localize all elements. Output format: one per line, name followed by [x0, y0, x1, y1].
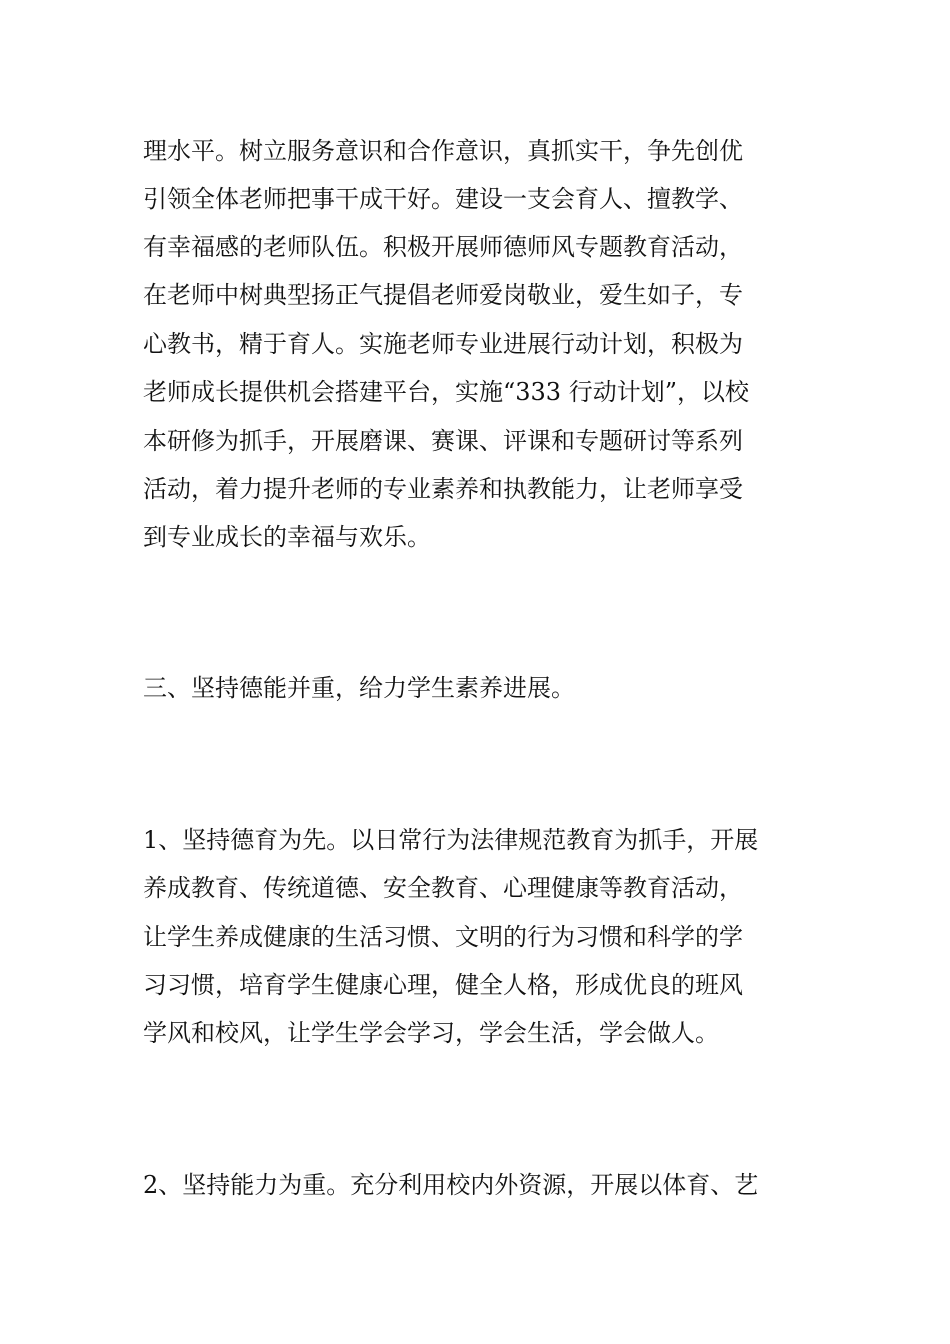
text-line: 到专业成长的幸福与欢乐。: [143, 523, 431, 551]
text-line: 有幸福感的老师队伍。积极开展师德师风专题教育活动，: [143, 233, 743, 261]
text-line: 1、坚持德育为先。以日常行为法律规范教育为抓手，开展: [143, 826, 759, 854]
text-line: 学风和校风，让学生学会学习，学会生活，学会做人。: [143, 1019, 719, 1047]
text-line: 老师成长提供机会搭建平台，实施“333 行动计划”，以校: [143, 378, 749, 406]
text-line: 引领全体老师把事干成干好。建设一支会育人、擅教学、: [143, 185, 743, 213]
text-line: 理水平。树立服务意识和合作意识，真抓实干，争先创优: [143, 137, 743, 165]
text-line: 活动，着力提升老师的专业素养和执教能力，让老师享受: [143, 475, 743, 503]
text-line: 让学生养成健康的生活习惯、文明的行为习惯和科学的学: [143, 923, 743, 951]
text-line: 习习惯，培育学生健康心理，健全人格，形成优良的班风: [143, 971, 743, 999]
text-line: 养成教育、传统道德、安全教育、心理健康等教育活动，: [143, 874, 743, 902]
text-line: 在老师中树典型扬正气提倡老师爱岗敬业，爱生如子，专: [143, 281, 743, 309]
text-line: 2、坚持能力为重。充分利用校内外资源，开展以体育、艺: [143, 1171, 759, 1199]
section-heading: 三、坚持德能并重，给力学生素养进展。: [143, 674, 575, 702]
text-line: 心教书，精于育人。实施老师专业进展行动计划，积极为: [143, 330, 743, 358]
text-line: 本研修为抓手，开展磨课、赛课、评课和专题研讨等系列: [143, 427, 743, 455]
